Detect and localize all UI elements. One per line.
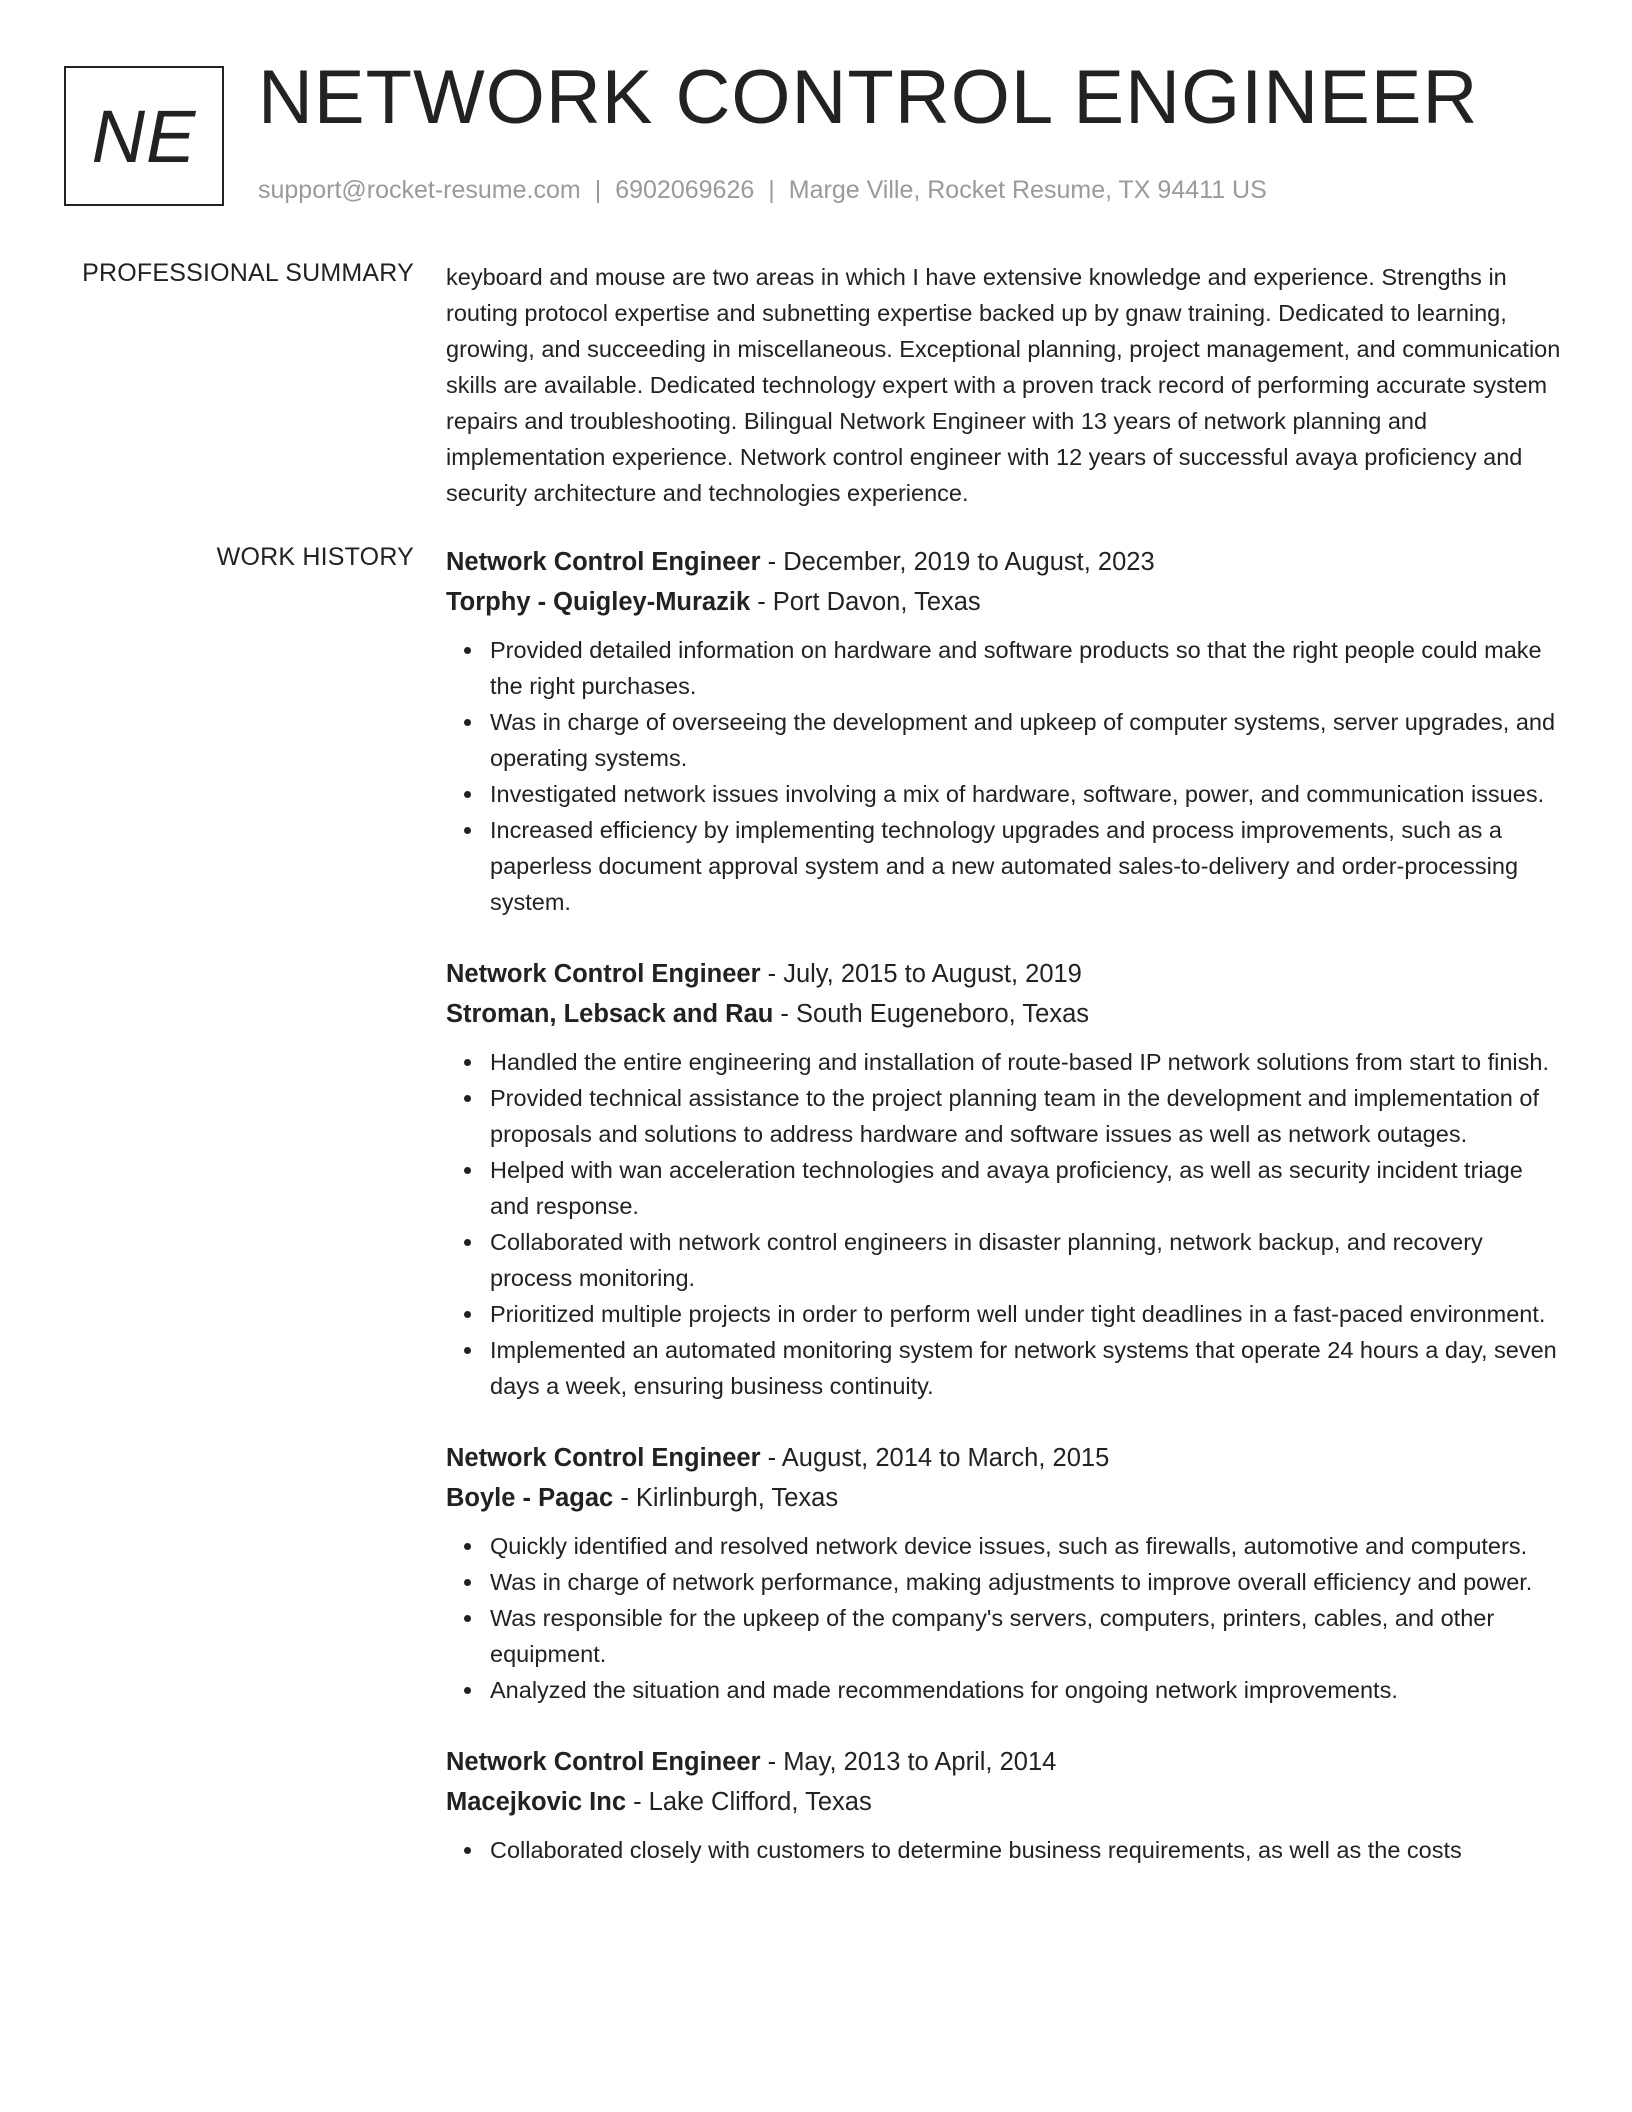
job-bullet: Provided detailed information on hardware and software products so that the right people could make the right purchases. [490,632,1562,704]
resume-name-title: NETWORK CONTROL ENGINEER [258,55,1479,140]
job-bullet: Collaborated closely with customers to determine business requirements, as well as the costs [490,1832,1562,1868]
job-company: Macejkovic Inc [446,1788,627,1816]
job-title-line [446,1742,1562,1782]
job-title: Network Control Engineer [446,1444,761,1472]
contact-separator: | [594,176,602,204]
job-location: - Port Davon, Texas [750,588,981,616]
contact-separator: | [768,176,775,204]
job-company-line [446,1478,1562,1518]
job-bullet: Quickly identified and resolved network device issues, such as firewalls, automotive and computers. [490,1528,1562,1564]
job-bullet-list [446,1528,1562,1708]
job-dates: - July, 2015 to August, 2019 [760,960,1082,988]
contact-email[interactable]: support@rocket-resume.com [258,176,581,204]
job-title-line [446,954,1562,994]
job-bullet: Provided technical assistance to the project planning team in the development and implementation of proposals and solutions to address hardware and software issues as well as network outages. [490,1080,1562,1152]
job-bullet: Implemented an automated monitoring system for network systems that operate 24 hours a day, seven days a week, ensuring business continuity. [490,1332,1562,1404]
job-bullet: Increased efficiency by implementing technology upgrades and process improvements, such as a paperless document approval system and a new automated sales-to-delivery and order-processing system. [490,812,1562,920]
job-title-line [446,542,1562,582]
job-bullet: Handled the entire engineering and installation of route-based IP network solutions from start to finish. [490,1044,1562,1080]
job-company-line [446,994,1562,1034]
job-bullet: Prioritized multiple projects in order to perform well under tight deadlines in a fast-paced environment. [490,1296,1562,1332]
job-company-line [446,582,1562,622]
job-bullet: Investigated network issues involving a mix of hardware, software, power, and communication issues. [490,776,1562,812]
job-dates: - August, 2014 to March, 2015 [760,1444,1110,1472]
job-title: Network Control Engineer [446,960,761,988]
job-bullet: Analyzed the situation and made recommendations for ongoing network improvements. [490,1672,1562,1708]
job-location: - Lake Clifford, Texas [626,1788,872,1816]
job-dates: - December, 2019 to August, 2023 [760,548,1155,576]
job-company: Stroman, Lebsack and Rau [446,1000,774,1028]
job-bullet-list [446,1044,1562,1404]
job-company: Boyle - Pagac [446,1484,614,1512]
job-bullet-list [446,632,1562,920]
monogram-logo: NE [64,66,224,206]
contact-address: Marge Ville, Rocket Resume, TX 94411 US [788,176,1267,204]
summary-text: keyboard and mouse are two areas in which I have extensive knowledge and experience. Strengths in routing protocol expertise and subnetting expertise backed up by gnaw training. Dedicated to learning, growing, and succeeding in miscellaneous. Exceptional planning, project management, and communication skills are available. Dedicated technology expert with a proven track record of performing accurate system repairs and troubleshooting. Bilingual Network Engineer with 13 years of network planning and implementation experience. Network control engineer with 12 years of successful avaya proficiency and security architecture and technologies experience. [446,264,1561,506]
job-bullet: Was in charge of overseeing the development and upkeep of computer systems, server upgrades, and operating systems. [490,704,1562,776]
job-company-line [446,1782,1562,1822]
job-list [446,542,1562,1902]
job-bullet-list [446,1832,1562,1868]
job-bullet: Was responsible for the upkeep of the company's servers, computers, printers, cables, and other equipment. [490,1600,1562,1672]
job-dates: - May, 2013 to April, 2014 [760,1748,1057,1776]
job-bullet: Collaborated with network control engineers in disaster planning, network backup, and recovery process monitoring. [490,1224,1562,1296]
section-heading-summary: PROFESSIONAL SUMMARY [82,259,414,287]
contact-phone[interactable]: 6902069626 [615,176,755,204]
job-entry [446,954,1562,1404]
job-title: Network Control Engineer [446,548,761,576]
job-location: - Kirlinburgh, Texas [613,1484,839,1512]
job-location: - South Eugeneboro, Texas [773,1000,1090,1028]
job-entry [446,1742,1562,1868]
job-title: Network Control Engineer [446,1748,761,1776]
job-title-line [446,1438,1562,1478]
job-entry [446,542,1562,920]
job-entry [446,1438,1562,1708]
contact-line [258,176,1267,205]
job-bullet: Helped with wan acceleration technologies and avaya proficiency, as well as security incident triage and response. [490,1152,1562,1224]
section-heading-work-history: WORK HISTORY [216,543,414,571]
job-bullet: Was in charge of network performance, making adjustments to improve overall efficiency and power. [490,1564,1562,1600]
job-company: Torphy - Quigley-Murazik [446,588,751,616]
